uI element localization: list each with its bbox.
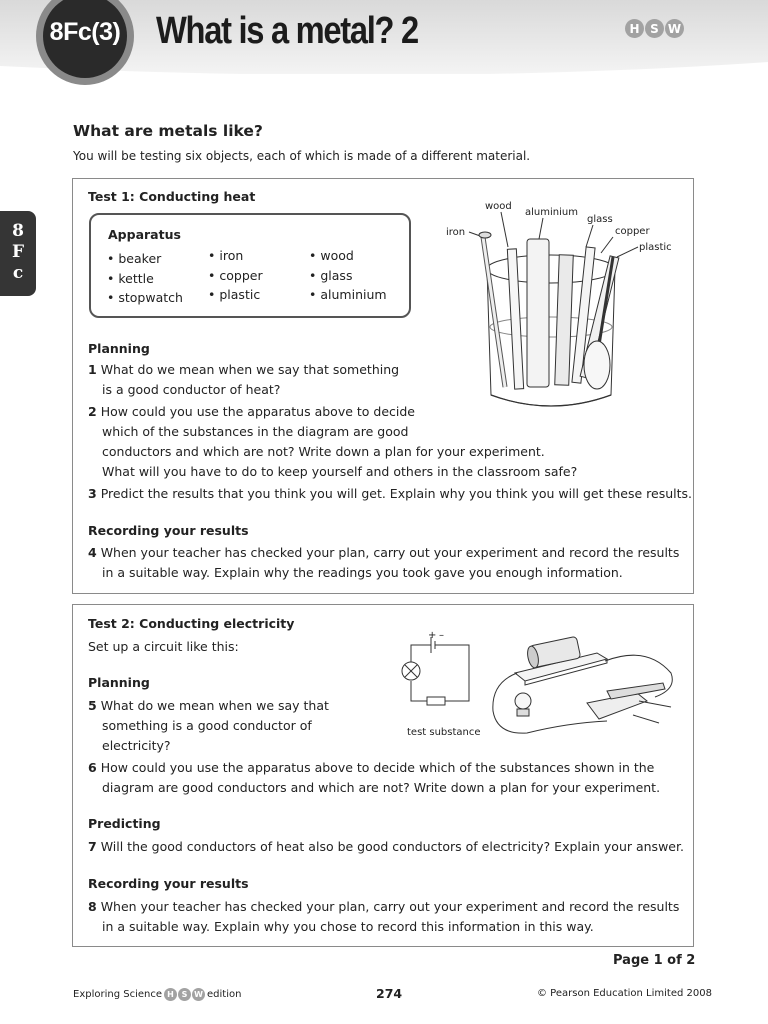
hsw-mini-h: H	[164, 988, 177, 1001]
apparatus-item: • stopwatch	[107, 288, 183, 308]
side-tab-line: c	[12, 263, 24, 283]
question-number: 6	[88, 760, 97, 775]
apparatus-col1	[107, 249, 183, 308]
copyright: © Pearson Education Limited 2008	[537, 988, 712, 999]
apparatus-col3	[309, 246, 387, 305]
question-number: 1	[88, 362, 97, 377]
question-line: something is a good conductor of	[102, 718, 312, 733]
footer-left	[73, 988, 241, 1001]
hsw-mini-logo	[164, 988, 205, 1001]
question-line: in a suitable way. Explain why the readings you took gave you enough information.	[102, 565, 623, 580]
apparatus-heading: Apparatus	[108, 227, 181, 242]
page-indicator: Page 1 of 2	[613, 953, 696, 968]
hsw-h: H	[625, 19, 644, 38]
page-number: 274	[376, 986, 403, 1001]
question-number: 7	[88, 839, 97, 854]
section-heading: What are metals like?	[73, 122, 263, 140]
question-7	[88, 837, 684, 857]
side-tab-line: F	[11, 242, 25, 262]
beaker-diagram	[441, 195, 691, 435]
recording-heading: Recording your results	[88, 523, 249, 538]
question-number: 3	[88, 486, 97, 501]
question-6	[88, 758, 660, 798]
question-line: How could you use the apparatus above to decide which of the substances shown in the	[100, 760, 655, 775]
question-8	[88, 897, 679, 937]
question-5	[88, 696, 329, 756]
question-number: 4	[88, 545, 97, 560]
hsw-mini-s: S	[178, 988, 191, 1001]
test1-heading: Test 1: Conducting heat	[88, 189, 256, 204]
question-3	[88, 484, 692, 504]
label-copper: copper	[615, 226, 650, 237]
question-number: 2	[88, 404, 97, 419]
question-line: conductors and which are not? Write down a plan for your experiment.	[102, 444, 545, 459]
side-tab-line: 8	[12, 221, 24, 241]
side-tab	[0, 211, 36, 296]
hsw-logo	[625, 19, 684, 38]
footer-series: Exploring Science	[73, 989, 162, 1000]
apparatus-item: • copper	[208, 266, 263, 286]
apparatus-item: • kettle	[107, 269, 183, 289]
apparatus-col2	[208, 246, 263, 305]
circuit-test-label: test substance	[407, 727, 481, 738]
lesson-code: 8Fc(3)	[49, 18, 121, 46]
test2-intro: Set up a circuit like this:	[88, 639, 239, 654]
question-line: which of the substances in the diagram are good	[102, 424, 409, 439]
question-line: electricity?	[102, 738, 171, 753]
recording-heading: Recording your results	[88, 876, 249, 891]
electric-apparatus-drawing	[487, 623, 687, 739]
page-title: What is a metal? 2	[156, 10, 418, 52]
apparatus-item: • plastic	[208, 285, 263, 305]
question-line: in a suitable way. Explain why you chose to record this information in this way.	[102, 919, 594, 934]
predicting-heading: Predicting	[88, 816, 161, 831]
apparatus-box	[89, 213, 411, 318]
label-glass: glass	[587, 214, 613, 225]
label-wood: wood	[485, 201, 512, 212]
test2-heading: Test 2: Conducting electricity	[88, 616, 295, 631]
question-2	[88, 402, 577, 482]
hsw-mini-w: W	[192, 988, 205, 1001]
question-line: diagram are good conductors and which are not? Write down a plan for your experiment.	[102, 780, 661, 795]
label-plastic: plastic	[639, 242, 672, 253]
label-aluminium: aluminium	[525, 207, 578, 218]
apparatus-item: • glass	[309, 266, 387, 286]
question-line: Predict the results that you think you will get. Explain why you think you will get these results.	[100, 486, 693, 501]
question-number: 5	[88, 698, 97, 713]
footer-edition: edition	[207, 989, 242, 1000]
apparatus-item: • aluminium	[309, 285, 387, 305]
circuit-plus: +	[428, 630, 437, 641]
planning-heading: Planning	[88, 341, 150, 356]
apparatus-item: • wood	[309, 246, 387, 266]
apparatus-item: • beaker	[107, 249, 183, 269]
test2-box	[72, 604, 694, 947]
question-line: How could you use the apparatus above to decide	[100, 404, 416, 419]
question-line: What will you have to do to keep yourself and others in the classroom safe?	[102, 464, 578, 479]
question-line: When your teacher has checked your plan, carry out your experiment and record the results	[100, 545, 680, 560]
question-line: is a good conductor of heat?	[102, 382, 281, 397]
circuit-minus: –	[439, 630, 444, 641]
label-iron: iron	[446, 227, 466, 238]
question-number: 8	[88, 899, 97, 914]
planning-heading: Planning	[88, 675, 150, 690]
question-line: What do we mean when we say that	[100, 698, 329, 713]
hsw-w: W	[665, 19, 684, 38]
test1-box	[72, 178, 694, 594]
question-line: Will the good conductors of heat also be good conductors of electricity? Explain your answer.	[100, 839, 684, 854]
question-4	[88, 543, 679, 583]
question-line: When your teacher has checked your plan, carry out your experiment and record the results	[100, 899, 680, 914]
question-1	[88, 360, 399, 400]
hsw-s: S	[645, 19, 664, 38]
question-line: What do we mean when we say that something	[100, 362, 400, 377]
apparatus-item: • iron	[208, 246, 263, 266]
section-intro: You will be testing six objects, each of which is made of a different material.	[73, 149, 531, 163]
circuit-diagram	[393, 627, 483, 741]
